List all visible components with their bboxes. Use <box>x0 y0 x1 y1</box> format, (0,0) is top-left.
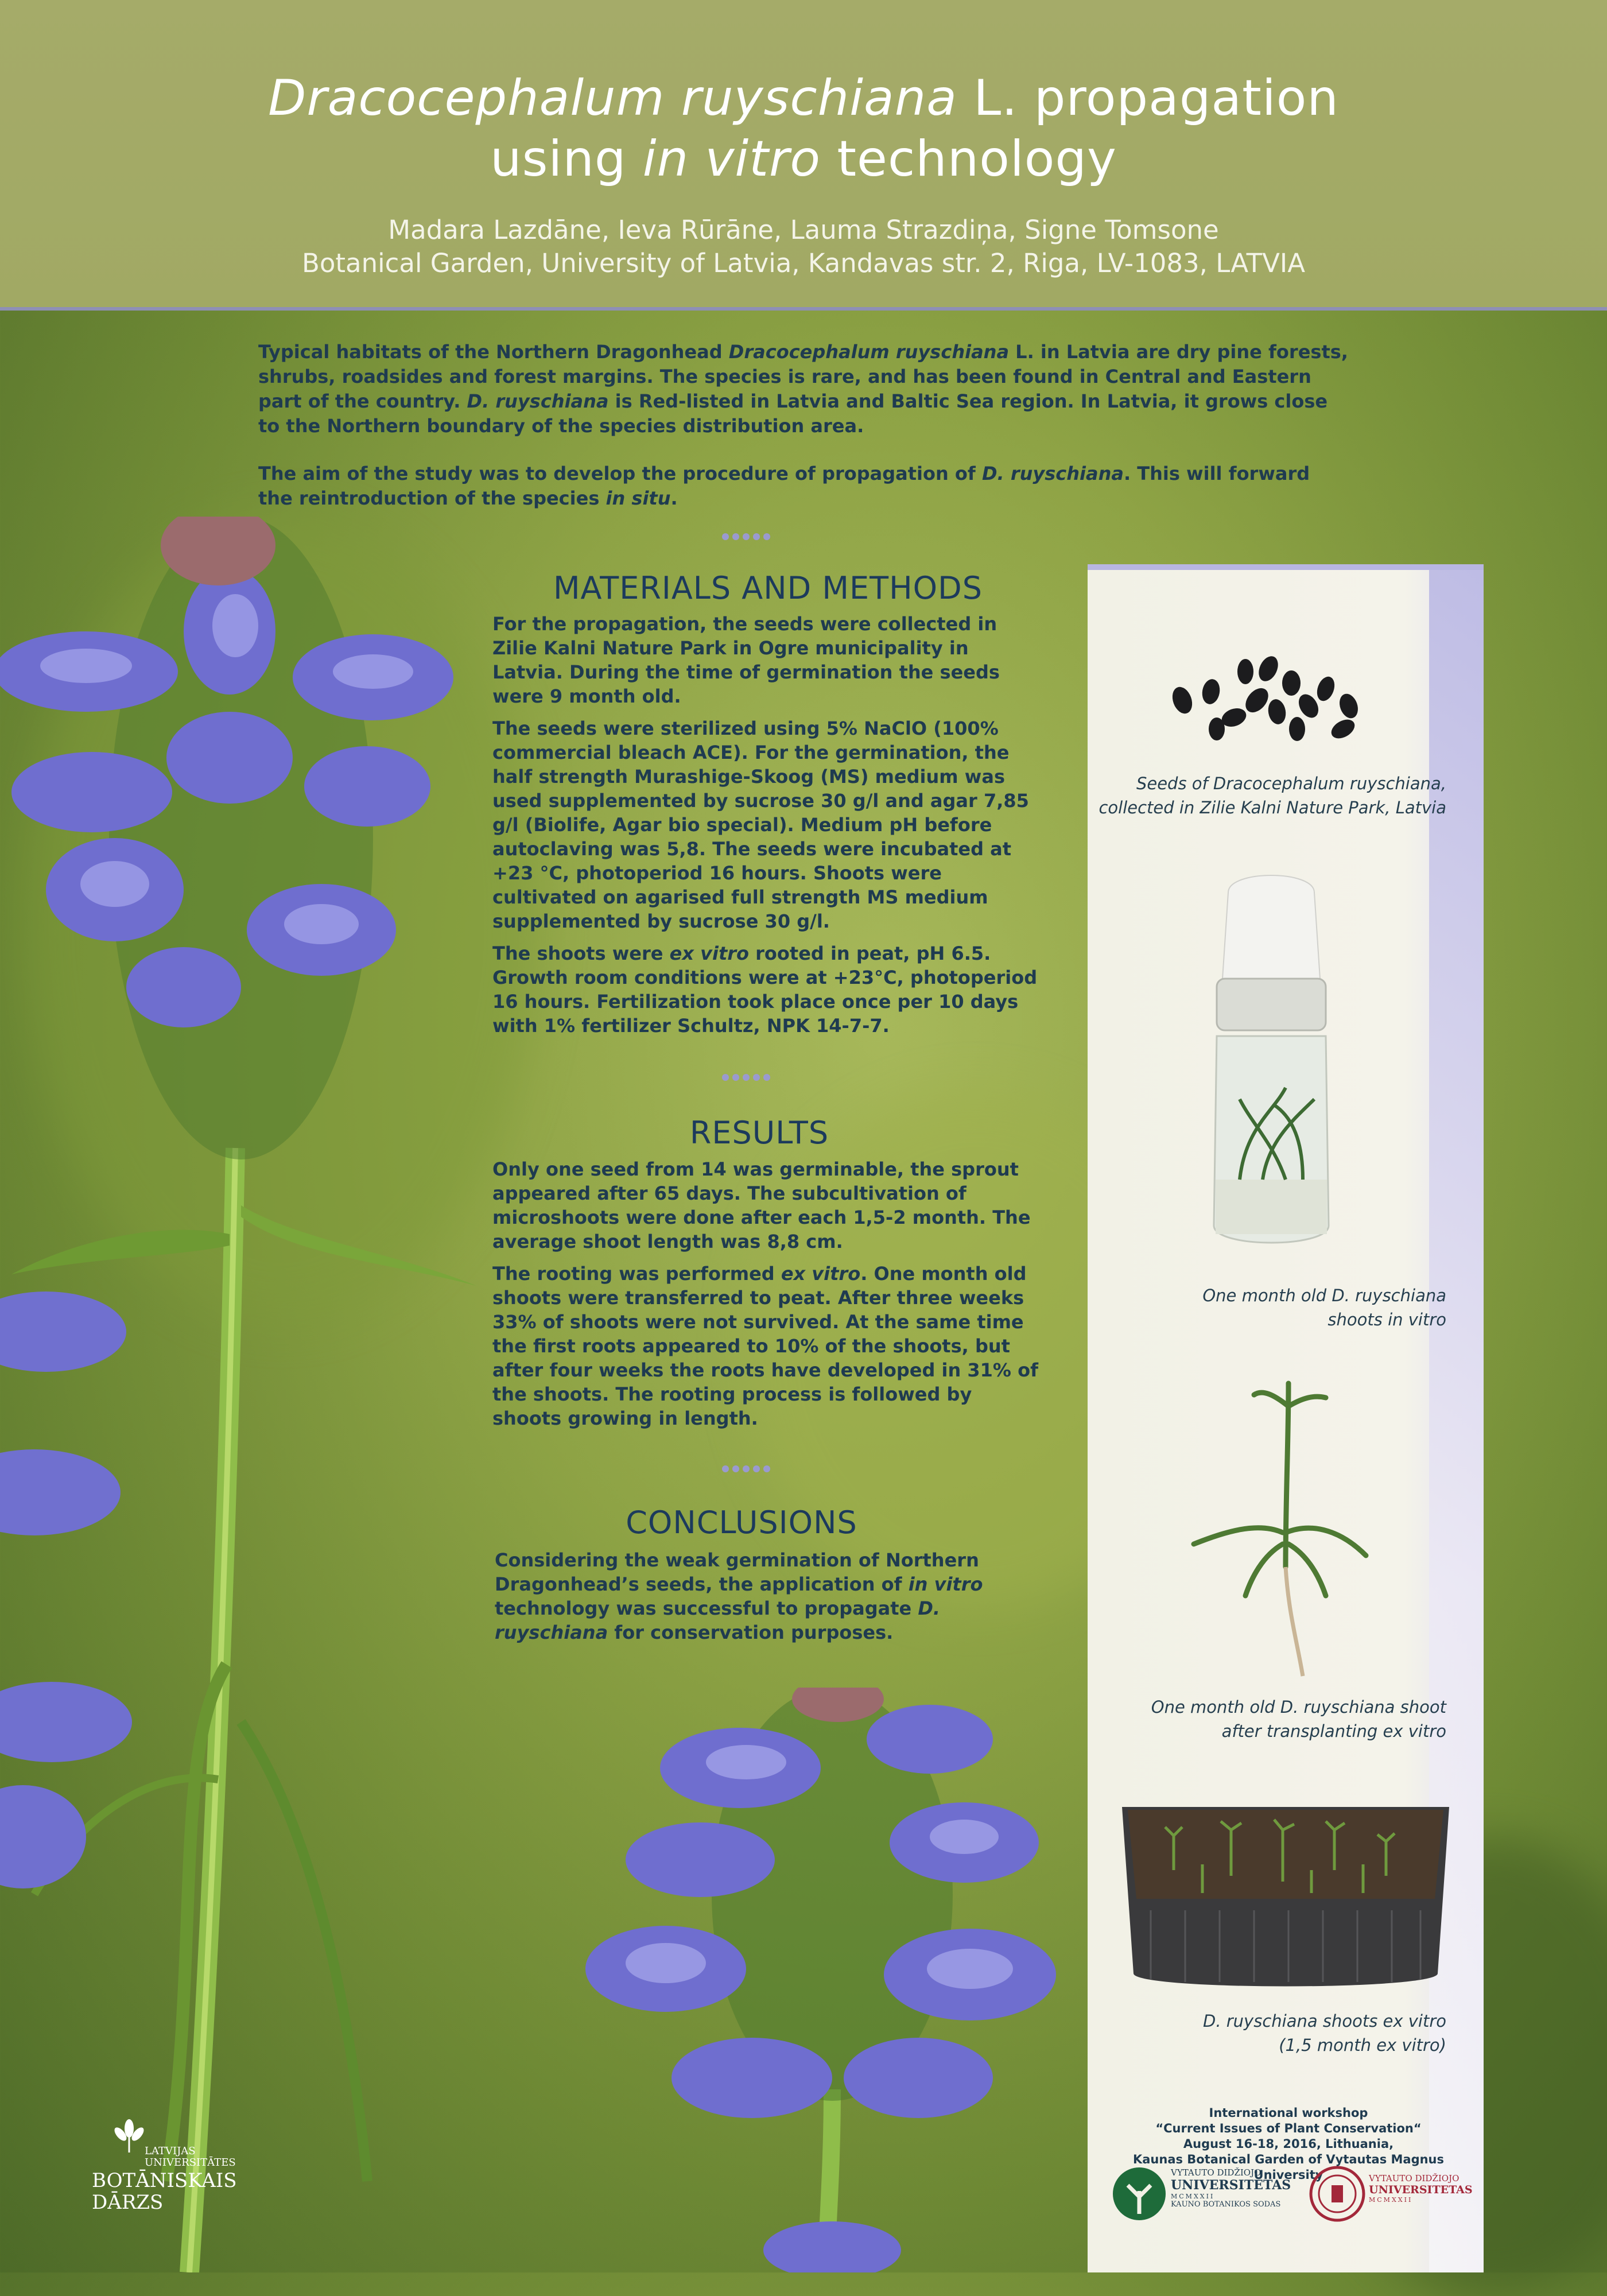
workshop-info: International workshop “Current Issues of Plant Conservation“ August 16-18, 2016, Lithuania, Kaunas Botanical Garden of Vytautas Magnus University <box>1132 2106 1445 2182</box>
affiliation: Botanical Garden, University of Latvia, Kandavas str. 2, Riga, LV-1083, LATVIA <box>302 248 1305 278</box>
conclusions-text <box>495 1548 988 1653</box>
logo-text: DĀRZS <box>92 2191 164 2214</box>
aim-paragraph: The aim of the study was to develop the procedure of propagation of D. ruyschiana. This will forward the reintroduction of the species in situ. <box>258 463 1310 509</box>
intro-text <box>258 340 1349 534</box>
poster-title <box>0 68 1607 189</box>
flower-illustration-left <box>0 517 517 2272</box>
caption-shoot: One month old D. ruyschiana shoot after transplanting ex vitro <box>1151 1697 1446 1741</box>
flower-logo-icon <box>109 2118 149 2158</box>
methods-paragraph: For the propagation, the seeds were collected in Zilie Kalni Nature Park in Ogre municipality in Latvia. During the time of germination the seeds were 9 month old. <box>492 613 1000 707</box>
jar-image <box>1205 870 1337 1260</box>
results-paragraph: Only one seed from 14 was germinable, the sprout appeared after 65 days. The subcultivation of microshoots were done after each 1,5-2 month. The average shoot length was 8,8 cm. <box>492 1158 1031 1252</box>
divider-dots <box>722 1465 770 1472</box>
poster-header <box>0 0 1607 311</box>
tray-image <box>1116 1784 1455 2002</box>
results-title: RESULTS <box>689 1115 829 1151</box>
authors-block <box>0 214 1607 280</box>
vdu-tree-icon <box>1111 2165 1168 2223</box>
logo-text: UNIVERSITĀTES <box>145 2157 236 2169</box>
methods-paragraph: The seeds were sterilized using 5% NaClO (100% commercial bleach ACE). For the germination, the half strength Murashige-Skoog (MS) medium was used supplemented by sucrose 30 g/l and agar 7,85 g/l (Biolife, Agar bio special). Medium pH before autoclaving was 5,8. The seeds were incubated at +23 °C, photoperiod 16 hours. Shoots were cultivated on agarised full strength MS medium supplemented by sucrose 30 g/l. <box>492 718 1029 932</box>
flower-illustration-bottom <box>574 1688 1090 2272</box>
shoot-image <box>1188 1372 1377 1682</box>
results-paragraph: The rooting was performed ex vitro. One month old shoots were transferred to peat. After three weeks 33% of shoots were not survived. At the same time the first roots appeared to 10% of the shoots, but after four weeks the roots have developed in 31% of the shoots. The rooting process is followed by shoots growing in length. <box>492 1263 1039 1429</box>
conclusions-title: CONCLUSIONS <box>626 1504 857 1541</box>
title-part: L. propagation <box>957 69 1339 127</box>
methods-text <box>492 612 1043 1046</box>
vdu-botanical-garden-logo: VYTAUTO DIDŽIOJO UNIVERSITETAS MCMXXII KAUNO BOTANIKOS SODAS <box>1111 2165 1288 2211</box>
logo-text: BOTĀNISKAIS <box>92 2169 237 2192</box>
methods-title: MATERIALS AND METHODS <box>553 570 983 606</box>
vdu-seal-icon <box>1309 2165 1366 2223</box>
vdu-university-logo: VYTAUTO DIDŽIOJO UNIVERSITETAS MCMXXII <box>1309 2165 1475 2211</box>
authors: Madara Lazdāne, Ieva Rūrāne, Lauma Strazdiņa, Signe Tomsone <box>388 215 1219 245</box>
title-part: technology <box>820 130 1117 188</box>
intro-paragraph: Typical habitats of the Northern Dragonhead Dracocephalum ruyschiana L. in Latvia are dry pine forests, shrubs, roadsides and forest margins. The species is rare, and has been found in Central and Eastern part of the country. D. ruyschiana is Red-listed in Latvia and Baltic Sea region. In Latvia, it grows close to the Northern boundary of the species distribution area. <box>258 341 1348 437</box>
divider-dots <box>722 1074 770 1081</box>
panel-top-border <box>1088 564 1484 570</box>
title-italic: in vitro <box>642 130 821 188</box>
title-part: using <box>490 130 643 188</box>
caption-seeds: Seeds of Dracocephalum ruyschiana, collected in Zilie Kalni Nature Park, Latvia <box>1098 774 1446 817</box>
results-text <box>492 1157 1043 1438</box>
caption-tray: D. ruyschiana shoots ex vitro (1,5 month ex vitro) <box>1202 2011 1446 2055</box>
caption-jar: One month old D. ruyschiana shoots in vitro <box>1202 1286 1446 1329</box>
seeds-image <box>1165 649 1383 752</box>
title-species-italic: Dracocephalum ruyschiana <box>268 69 957 127</box>
conclusions-paragraph: Considering the weak germination of Northern Dragonhead’s seeds, the application of in vitro technology was successful to propagate D. ruyschiana for conservation purposes. <box>495 1549 983 1643</box>
divider-dots <box>722 533 770 540</box>
logo-text: LATVIJAS <box>145 2145 196 2157</box>
methods-paragraph: The shoots were ex vitro rooted in peat, pH 6.5. Growth room conditions were at +23°C, photoperiod 16 hours. Fertilization took place once per 10 days with 1% fertilizer Schultz, NPK 14-7-7. <box>492 943 1038 1037</box>
